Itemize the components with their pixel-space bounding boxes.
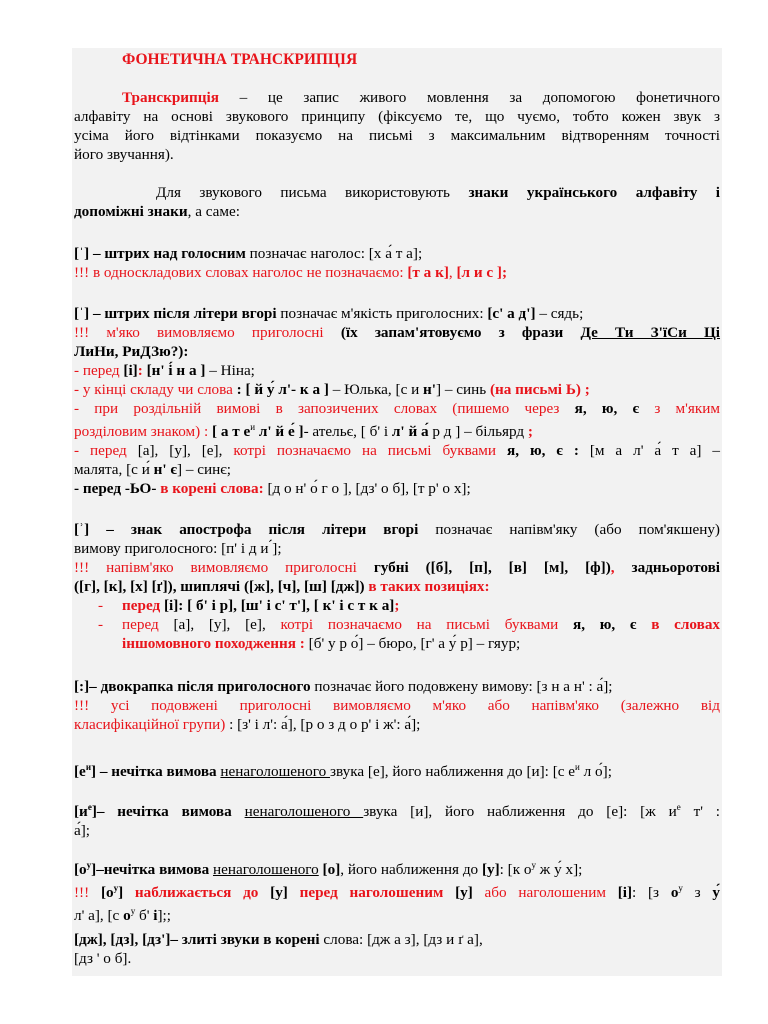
apostrophe-section (74, 520, 720, 653)
soft-line: [ˈ] – штрих після літери вгорі позначає м'якість приголосних: [с' а д'] – сядь; (74, 305, 584, 322)
intro-line-4: його звучання). (74, 146, 174, 163)
softness-section (74, 304, 720, 498)
ey-line: $[е^и]$ – нечітка вимова ненаголошеного звука [е], його наближення до [и]: [с $е^и$ л о́]; (74, 762, 612, 781)
soft-item-2: - у кінці складу чи слова : [ й у́ л'- к а ] – Юлька, [с и н'] – синь (на письмі Ь) ; (74, 381, 590, 398)
apos-line-2: вимову приголосного: [п' і д и ́]; (74, 540, 282, 557)
ye-section (74, 798, 720, 840)
colon-note-1: !!! усі подовжені приголосні вимовляємо м'яко або напівм'яко (залежно від (74, 697, 720, 714)
apos-note-1: !!! напівм'яко вимовляємо приголосні губні ([б], [п], [в] [м], [ф]), задньоротові (74, 559, 720, 576)
apos-line-1: [ʾ] – знак апострофа після літери вгорі позначає напівм'яку (або пом'якшену) (74, 521, 720, 538)
intro-paragraph (74, 88, 720, 164)
signs-paragraph (74, 183, 720, 221)
ou-line-3: л' а], [с $о^у$ б' і];; (74, 906, 171, 925)
signs-line-2: допоміжні знаки, а саме: (74, 203, 240, 220)
stress-note: !!! в односкладових словах наголос не позначаємо: [т а к], [л и с ]; (74, 264, 508, 281)
ye-line-2: а́]; (74, 822, 91, 840)
apos-list-item-2: - перед [а], [у], [е], котрі позначаємо на письмі буквами я, ю, є в словах (98, 616, 721, 633)
intro-term: Транскрипція (122, 89, 219, 106)
soft-note-2: ЛиНи, РиДЗю?): (74, 343, 189, 360)
intro-line-3: усіма його відтінками показуємо на письмі з максимальним відтворенням точності (74, 127, 720, 144)
apos-list-item-1: - перед [і]: [ б' і р], [ш' і с' т'], [ к' і с т к а]; (98, 597, 400, 614)
affricates-line-2: [дз ' о б]. (74, 950, 132, 967)
signs-line-1: Для звукового письма використовують знаки українського алфавіту і (156, 184, 720, 201)
ou-line-1: $[о^у]$–нечітка вимова ненаголошеного [о], його наближення до [у]: [к $о^у$ ж у́ х]; (74, 860, 583, 879)
soft-item-4b: малята, [с и́ н' є] – синє; (74, 461, 231, 479)
ey-section (74, 758, 720, 781)
affricates-section (74, 930, 720, 968)
soft-item-3a: - при роздільній вимові в запозичених словах (пишемо через я, ю, є з м'яким (74, 400, 720, 417)
soft-item-5: - перед -ЬО- в корені слова: [д о н' о́ г о ], [дз' о б], [т р' о х]; (74, 480, 471, 498)
soft-note-1: !!! м'яко вимовляємо приголосні (їх запам'ятовуємо з фрази Де Ти З'їСи Ці (74, 324, 721, 341)
ou-note: !!! $[о^у]$ наближається до [у] перед наголошеним [у] або наголошеним [і]: [з $о^у$ з у́ (74, 883, 720, 902)
ou-section (74, 856, 720, 925)
colon-line: [:]– двокрапка після приголосного позначає його подовжену вимову: [з н а н' : а́]; (74, 678, 613, 695)
intro-line-1: Транскрипція – це запис живого мовлення за допомогою фонетичного (122, 89, 720, 106)
ye-line-1: $[и^е]-$ нечітка вимова ненаголошеного звука [и], його наближення до [е]: [ж $и^е$ т' : (74, 802, 720, 821)
stress-line: [ˈ] – штрих над голосним позначає наголос: [х а́ т а]; (74, 245, 423, 262)
apos-list-item-2b: іншомовного походження : [б' у р о́] – бюро, [г' а у́ р] – гяур; (122, 635, 521, 652)
intro-line-2: алфавіту на основі звукового принципу (фіксуємо те, що чуємо, тобто кожен звук з (74, 108, 720, 125)
soft-item-3b: розділовим знаком) : [ а т $е^и$ л' й е́ ]- ательє, [ б' і л' й а́ р д ] – більярд ; (74, 422, 533, 441)
apos-note-2: ([г], [к], [х] [ґ]), шиплячі ([ж], [ч], [ш] [дж]) в таких позиціях: (74, 578, 490, 595)
colon-section (74, 677, 720, 734)
document-page (72, 48, 722, 976)
soft-item-1: - перед [і]: [н' і́ н а ] – Ніна; (74, 362, 255, 379)
stress-section (74, 244, 720, 282)
affricates-line-1: [дж], [дз], [дз']– злиті звуки в корені слова: [дж а з], [дз и ґ а], (74, 931, 483, 948)
soft-item-4a: - перед [а], [у], [е], котрі позначаємо на письмі буквами я, ю, є : [м а л' а́ т а] – (74, 442, 720, 460)
page-title: ФОНЕТИЧНА ТРАНСКРИПЦІЯ (122, 51, 358, 68)
colon-note-2: класифікаційної групи) : [з' і л': а́], [р о з д о р' і ж': а́]; (74, 716, 421, 733)
